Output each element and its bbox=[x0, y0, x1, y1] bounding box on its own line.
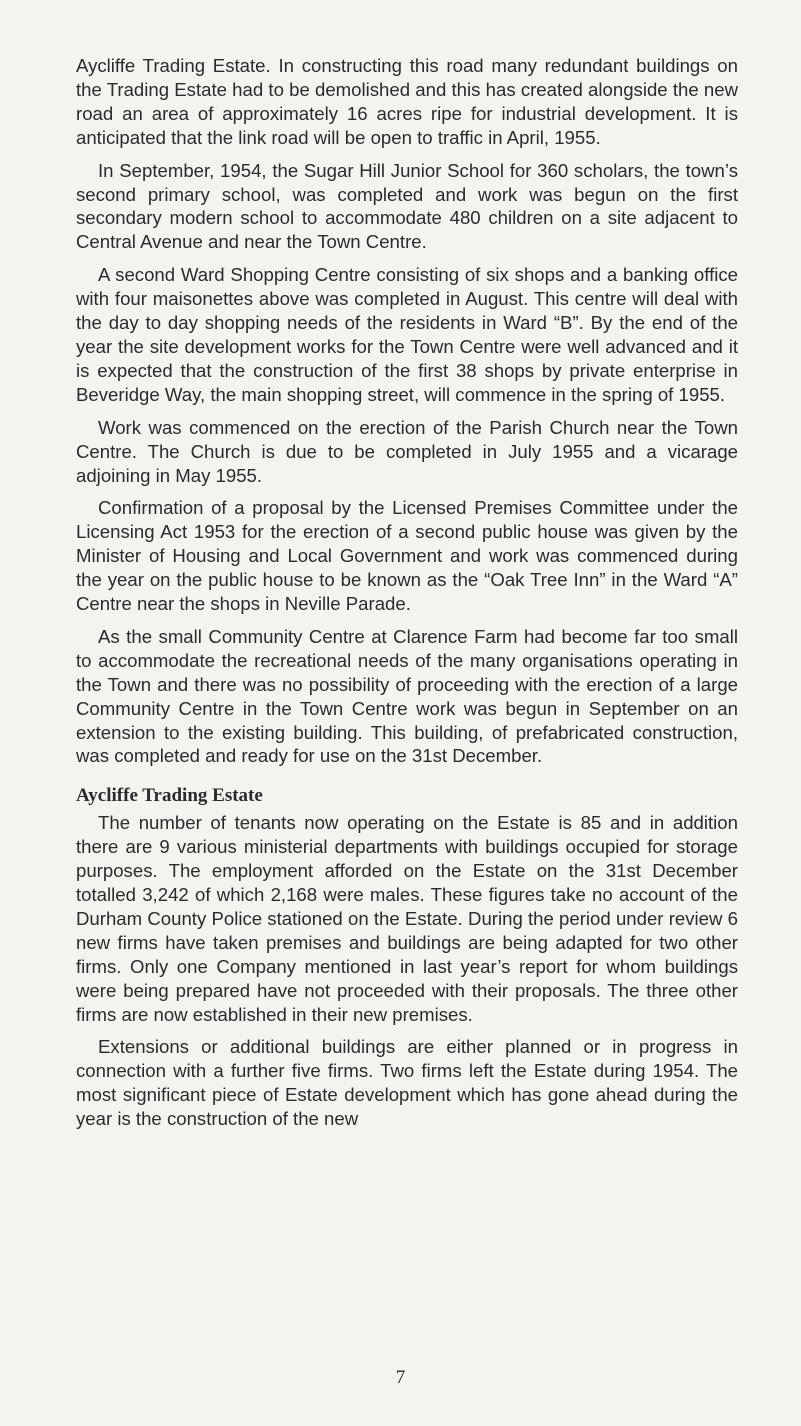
section-heading: Aycliffe Trading Estate bbox=[76, 785, 263, 807]
paragraph-ward-shopping-centre: A second Ward Shopping Centre consisting of six shops and a banking office with four maisonettes above was completed in August. This centre will deal with the day to day shopping needs of the residents in Ward “B”. By the end of the year the site development works for the Town Centre were well advanced and it is expected that the construction of the first 38 shops by private enterprise in Beveridge Way, the main shopping street, will commence in the spring of 1955. bbox=[76, 264, 738, 405]
page-number: 7 bbox=[395, 1367, 406, 1388]
paragraph-estate-tenants: The number of tenants now operating on the Estate is 85 and in addition there are 9 various ministerial departments with buildings occupied for storage purposes. The employment afforded on the Estate on the 31st December totalled 3,242 of which 2,168 were males. These figures take no account of the Durham County Police stationed on the Estate. During the period under review 6 new firms have taken premises and buildings are being adapted for two other firms. Only one Company mentioned in last year’s report for whom buildings were being prepared have not proceeded with their proposals. The three other firms are now established in their new premises. bbox=[76, 812, 738, 1025]
paragraph-estate-extensions: Extensions or additional buildings are either planned or in progress in connection with a further five firms. Two firms left the Estate during 1954. The most significant piece of Estate development which has gone ahead during the year is the construction of the new bbox=[76, 1036, 738, 1130]
document-page bbox=[76, 54, 738, 1140]
paragraph-sugar-hill-school: In September, 1954, the Sugar Hill Junior School for 360 scholars, the town’s second primary school, was completed and work was begun on the first secondary modern school to accommodate 480 children on a site adjacent to Central Avenue and near the Town Centre. bbox=[76, 159, 738, 253]
paragraph-community-centre: As the small Community Centre at Clarence Farm had become far too small to accommodate the recreational needs of the many organisations operating in the Town and there was no possibility of proceeding with the erection of a large Community Centre in the Town Centre work was begun in September on an extension to the existing building. This building, of prefabricated construction, was completed and ready for use on the 31st December. bbox=[76, 625, 738, 767]
paragraph-parish-church: Work was commenced on the erection of the Parish Church near the Town Centre. The Church is due to be completed in July 1955 and a vicarage adjoining in May 1955. bbox=[76, 416, 738, 486]
paragraph-trading-estate-road: Aycliffe Trading Estate. In constructing this road many redundant buildings on the Trading Estate had to be demolished and this has created alongside the new road an area of approximately 16 acres ripe for industrial development. It is anticipated that the link road will be open to traffic in April, 1955. bbox=[76, 55, 738, 148]
paragraph-oak-tree-inn: Confirmation of a proposal by the Licensed Premises Committee under the Licensing Act 1953 for the erection of a second public house was given by the Minister of Housing and Local Government and work was commenced during the year on the public house to be known as the “Oak Tree Inn” in the Ward “A” Centre near the shops in Neville Parade. bbox=[76, 497, 738, 615]
